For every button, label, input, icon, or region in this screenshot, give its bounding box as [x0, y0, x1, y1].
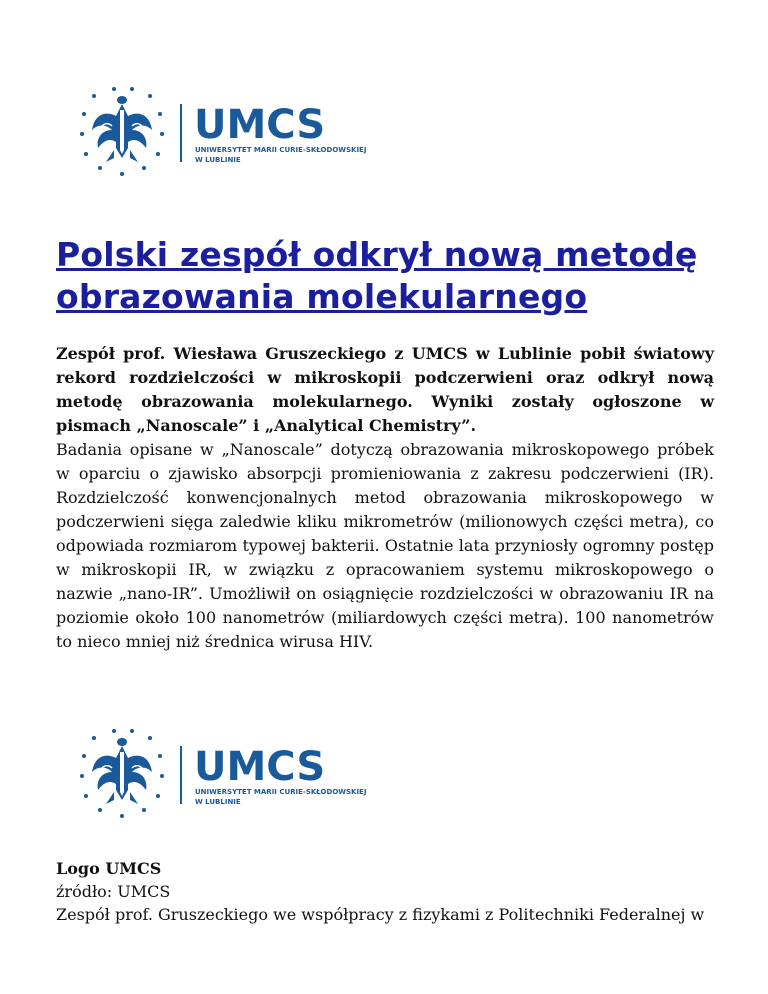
logo-wordmark-figure: UMCS [194, 744, 326, 790]
umcs-emblem-logo [76, 86, 367, 178]
logo-subline-1-figure: UNIWERSYTET MARII CURIE-SKŁODOWSKIEJ [195, 788, 367, 796]
article-body: Badania opisane w „Nanoscale” dotyczą obrazowania mikroskopowego próbek w oparciu o zjawisko absorpcji promieniowania z zakresu podczerwieni (IR). Rozdzielczość konwencjonalnych metod obrazowania mikroskopowego w podczerwieni sięga zaledwie kliku mikrometrów (milionowych części metra), co odpowiada rozmiarom typowej bakterii. Ostatnie lata przyniosły ogromny postęp w mikroskopii IR, w związku z opracowaniem systemu mikroskopowego o nazwie „nano-IR”. Umożliwił on osiągnięcie rozdzielczości w obrazowaniu IR na poziomie około 100 nanometrów (miliardowych części metra). 100 nanometrów to nieco mniej niż średnica wirusa HIV. [56, 440, 714, 651]
umcs-logo-figure [76, 728, 367, 820]
logo-subline-1: UNIWERSYTET MARII CURIE-SKŁODOWSKIEJ [195, 146, 367, 154]
figure-caption-title: Logo UMCS [56, 859, 162, 878]
article-continuation: Zespół prof. Gruszeckiego we współpracy z fizykami z Politechniki Federalnej w [56, 905, 705, 924]
article-lead: Zespół prof. Wiesława Gruszeckiego z UMCS w Lublinie pobił światowy rekord rozdzielczości w mikroskopii podczerwieni oraz odkrył nową metodę obrazowania molekularnego. Wyniki zostały ogłoszone w pismach „Nanoscale” i „Analytical Chemistry”. [56, 344, 714, 435]
article-title-link[interactable]: Polski zespół odkrył nową metodę obrazowania molekularnego [56, 235, 698, 316]
figure-caption-source: źródło: UMCS [56, 882, 171, 901]
umcs-emblem-logo-figure [76, 728, 367, 820]
logo-subline-2: W LUBLINIE [195, 156, 241, 164]
logo-wordmark: UMCS [194, 102, 326, 148]
logo-subline-2-figure: W LUBLINIE [195, 798, 241, 806]
umcs-logo [76, 86, 367, 178]
